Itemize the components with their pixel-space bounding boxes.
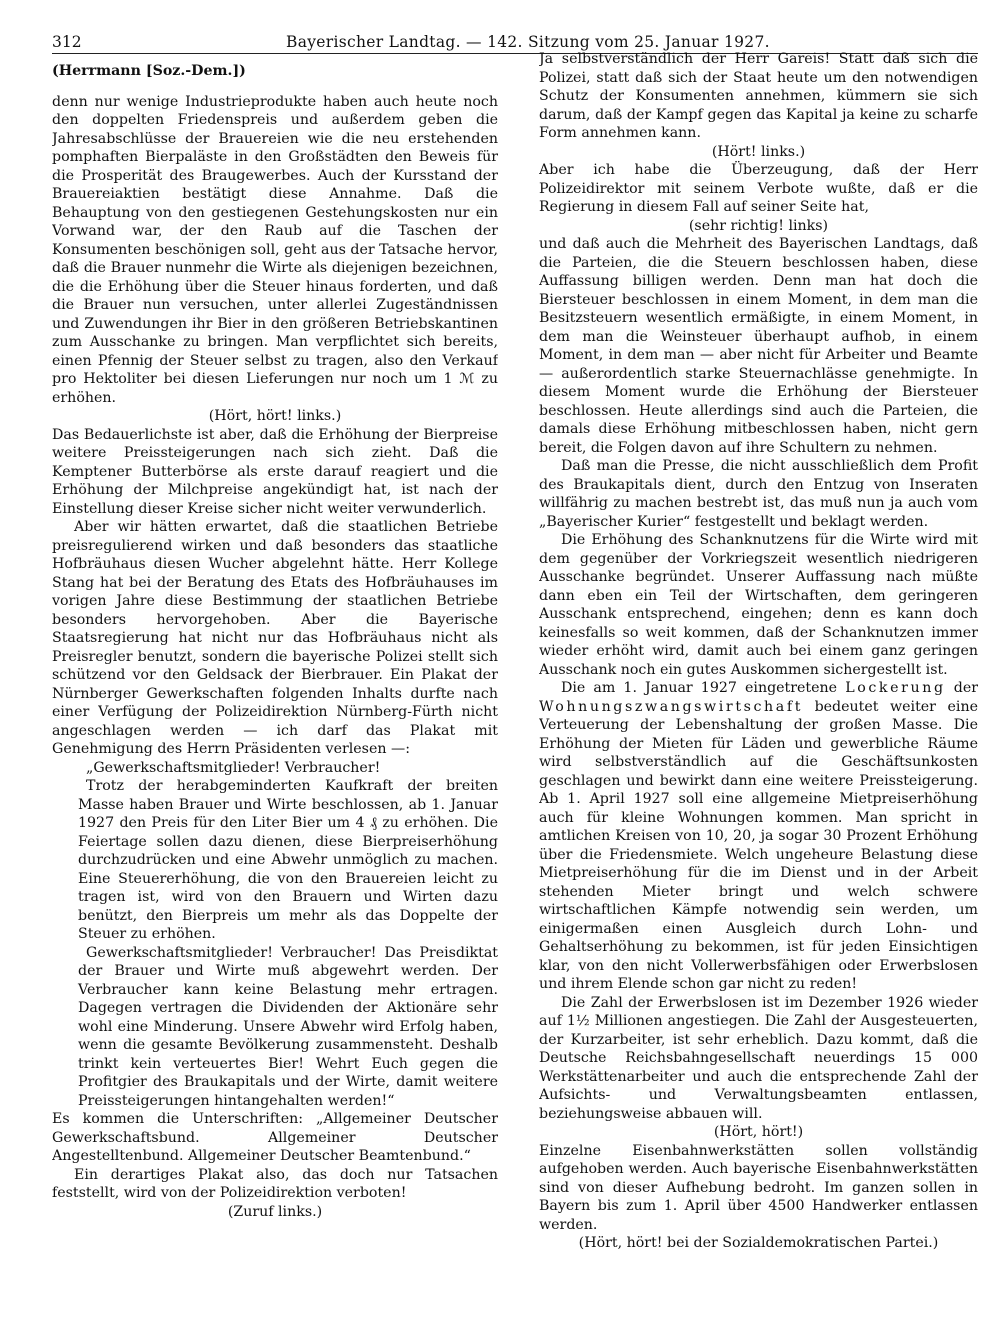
paragraph: Daß man die Presse, die nicht ausschließlich dem Profit des Braukapitals dient, durch den Entzug von Inseraten willfährig zu machen bestrebt ist, das muß nun ja auch vom „Bayerischer Kurier“ festgestellt und beklagt werden. xyxy=(539,458,978,530)
paragraph: Einzelne Eisenbahnwerkstätten sollen vollständig aufgehoben werden. Auch bayerische Eisenbahnwerkstätten sind von dieser Aufhebung bedroht. Im ganzen sollen in Bayern bis zum 1. April über 4500 Handwerker entlassen werden. xyxy=(539,1142,978,1233)
interjection: (Zuruf links.) xyxy=(227,1203,323,1220)
page-number: 312 xyxy=(52,33,82,51)
text-run: Die am 1. Januar 1927 eingetretene xyxy=(561,680,838,696)
paragraph: und daß auch die Mehrheit des Bayerischen Landtags, daß die Parteien, die die Steuern beschlossen haben, diese Auffassung billigen werden. Denn man hat doch die Biersteuer beschlossen in einem Moment, in dem man die Besitzsteuern wesentlich ermäßigte, in einem Moment, in dem man die Weinsteuer überhaupt aufhob, in einem Moment, in dem man — aber nicht für Arbeiter und Beamte — außerordentlich starke Steuernachlässe genehmigte. In diesem Moment wurde die Erhöhung der Biersteuer beschlossen. Heute allerdings sind auch die Parteien, die damals diese Erhöhung mitbeschlossen haben, nicht gern bereit, die Folgen davon auf ihre Schultern zu nehmen. xyxy=(539,236,978,456)
paragraph: Ein derartiges Plakat also, das doch nur Tatsachen feststellt, wird von der Polizeidirektion verboten! xyxy=(52,1166,498,1201)
interjection: (Hört! links.) xyxy=(711,143,806,160)
poster-quote: Gewerkschaftsmitglieder! Verbraucher! Das Preisdiktat der Brauer und Wirte muß abgewehrt werden. Der Verbraucher kann keine Belastung mehr ertragen. Dagegen vertragen die Dividenden der Aktionäre sehr wohl eine Minderung. Unsere Abwehr wird Erfolg haben, wenn die gesamte Bevölkerung zusammensteht. Deshalb trinkt kein verteuertes Bier! Wehrt Euch gegen die Profitgier des Braukapitals und der Wirte, damit weitere Preissteigerungen hintangehalten werden!“ xyxy=(78,944,498,1109)
speaker-label: (Herrmann [Soz.-Dem.]) xyxy=(52,63,246,79)
text-run: bedeutet weiter eine Verteuerung der Lebenshaltung der großen Masse. Die Erhöhung der Mieten für Läden und gewerbliche Räume wird selbstverständlich auf die Geschäftsunkosten geschlagen und bewirkt dann eine weitere Preissteigerung. Ab 1. April 1927 soll eine allgemeine Mietpreiserhöhung auch für kleine Wohnungen kommen. Man spricht in amtlichen Kreisen von 10, 20, ja sogar 30 Prozent Erhöhung über die Friedensmiete. Welch ungeheure Belastung diese Mietpreiserhöhung für die im Dienst und in der Arbeit stehenden Mieter bringt und welch schwere wirtschaftlichen Kämpfe notwendig sein werden, um einigermaßen einen Ausgleich durch Lohn- und Gehaltserhöhung zu bekommen, ist für jeden Einsichtigen klar, von den nicht Vollerwerbsfähigen oder Erwerbslosen und ihrem Elende schon gar nicht zu reden! xyxy=(539,698,978,992)
right-column xyxy=(539,50,978,1260)
running-title: Bayerischer Landtag. — 142. Sitzung vom 25. Januar 1927. xyxy=(286,33,770,51)
paragraph: Aber wir hätten erwartet, daß die staatlichen Betriebe preisregulierend wirken und daß besonders das staatliche Hofbräuhaus diesen Wucher abgelehnt hätte. Herr Kollege Stang hat bei der Beratung des Etats des Hofbräuhauses im vorigen Jahre diese Bestimmung der staatlichen Betriebe besonders hervorgehoben. Aber die Bayerische Staatsregierung hat nicht nur das Hofbräuhaus nicht als Preisregler benutzt, sondern die bayerische Polizei stellt sich schützend vor den Geldsack der Bierbrauer. Ein Plakat der Nürnberger Gewerkschaften folgenden Inhalts durfte nach einer Verfügung der Polizeidirektion Nürnberg-Fürth nicht angeschlagen werden — ich darf das Plakat mit Genehmigung des Herrn Präsidenten verlesen —: xyxy=(52,519,498,757)
spaced-term: Wohnungszwangswirtschaft xyxy=(539,698,803,715)
interjection: (sehr richtig! links) xyxy=(688,217,829,234)
spaced-term: Lockerung xyxy=(845,680,946,696)
paragraph xyxy=(539,679,978,994)
interjection: (Hört, hört!) xyxy=(713,1124,804,1140)
paragraph: Das Bedauerlichste ist aber, daß die Erhöhung der Bierpreise weitere Preissteigerungen nach sich zieht. Daß die Kemptener Butterbörse als erste darauf reagiert und die Erhöhung der Milchpreise angekündigt hat, ist nach der Einstellung dieser Kreise sicher nicht weiter verwunderlich. xyxy=(52,426,498,517)
interjection: (Hört, hört! links.) xyxy=(208,408,342,424)
paragraph: Es kommen die Unterschriften: „Allgemeiner Deutscher Gewerkschaftsbund. Allgemeiner Deutscher Angestelltenbund. Allgemeiner Deutscher Beamtenbund.“ xyxy=(52,1111,498,1164)
text-columns xyxy=(52,51,978,1272)
paragraph: Die Erhöhung des Schanknutzens für die Wirte wird mit dem gegenüber der Vorkriegszeit wesentlich niedrigeren Ausschanke begründet. Unserer Auffassung nach müßte dann eben ein Teil der Wirtschaften, dem geringeren Ausschank entsprechend, eingehen; denn es kann doch keinesfalls so weit kommen, daß der Schanknutzen immer wieder erhöht wird, damit auch bei einem ganz geringen Ausschank noch ein gutes Auskommen sichergestellt ist. xyxy=(539,532,978,678)
paragraph: Ja selbstverständlich der Herr Gareis! Statt daß sich die Polizei, statt daß sich der Staat heute um den notwendigen Schutz der Konsumenten annehmen, kümmern sie sich darum, daß der Kampf gegen das Kapital ja keine zu scharfe Form annehmen kann. xyxy=(539,51,978,141)
paragraph: Die Zahl der Erwerbslosen ist im Dezember 1926 wieder auf 1½ Millionen angestiegen. Die Zahl der Ausgesteuerten, der Kurzarbeiter, ist sehr erheblich. Dazu kommt, daß die Deutsche Reichsbahngesellschaft neuerdings 15 000 Werkstättenarbeiter und auch die entsprechende Zahl der Aufsichts- und Verwaltungsbeamten entlassen, beziehungsweise abbauen will. xyxy=(539,994,978,1122)
paragraph: Aber ich habe die Überzeugung, daß der Herr Polizeidirektor mit seinem Verbote wußte, daß er die Regierung in diesem Fall auf seiner Seite hat, xyxy=(539,162,978,215)
poster-quote-heading: „Gewerkschaftsmitglieder! Verbraucher! xyxy=(86,759,381,776)
left-column xyxy=(52,62,498,1272)
text-run: der xyxy=(953,680,978,696)
interjection: (Hört, hört! bei der Sozialdemokratischen Partei.) xyxy=(578,1235,939,1251)
poster-quote: Trotz der herabgeminderten Kaufkraft der breiten Masse haben Brauer und Wirte beschlossen, ab 1. Januar 1927 den Preis für den Liter Bier um 4 ₰ zu erhöhen. Die Feiertage sollen dazu dienen, diese Bierpreiserhöhung durchzudrücken und eine Abwehr unmöglich zu machen. Eine Steuererhöhung, die von den Brauereien leicht zu tragen ist, wird von den Brauern und Wirten dazu benützt, den Bierpreis um mehr als das Doppelte der Steuer zu erhöhen. xyxy=(78,778,498,942)
paragraph: denn nur wenige Industrieprodukte haben auch heute noch den doppelten Friedenspreis und außerdem geben die Jahresabschlüsse der Brauereien wie die neu erstehenden pomphaften Bierpaläste in den Großstädten den Beweis für die Prosperität des Braugewerbes. Auch der Kursstand der Brauereiaktien bestätigt diese Annahme. Daß die Behauptung von den gestiegenen Gestehungskosten nur ein Vorwand war, der den Raub auf die Taschen der Konsumenten beschönigen soll, geht aus der Tatsache hervor, daß die Brauer nunmehr die Wirte als diejenigen bezeichnen, die die Erhöhung über die Steuer hinaus forderten, und daß die Brauer nun versuchen, unter allerlei Zugeständnissen und Zuwendungen ihr Bier in den größeren Betriebskantinen zum Ausschanke zu bringen. Man verpflichtet sich bereits, einen Pfennig der Steuer selbst zu tragen, also den Verkauf pro Hektoliter bei diesen Lieferungen nur noch um 1 ℳ zu erhöhen. xyxy=(52,93,498,406)
